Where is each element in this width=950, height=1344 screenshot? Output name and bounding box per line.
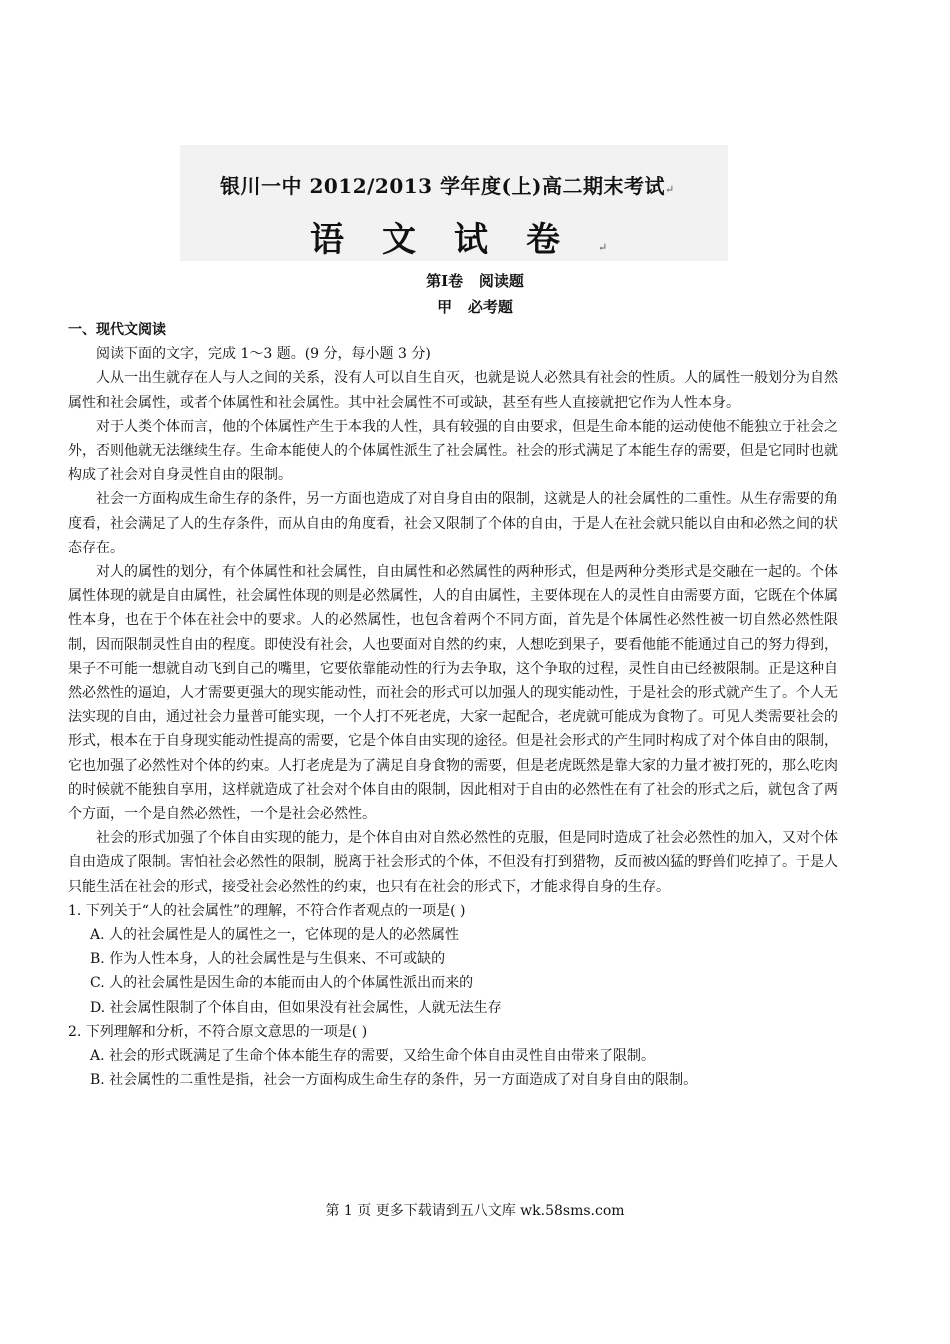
- question-stem: 1. 下列关于“人的社会属性”的理解，不符合作者观点的一项是( ): [68, 902, 466, 919]
- paragraph: 对人的属性的划分，有个体属性和社会属性，自由属性和必然属性的两种形式，但是两种分类形式是交融在一起的。个体属性体现的就是自由属性，社会属性体现的则是必然属性，人的自由属性，主要体现在人的灵性自由需要方面，它既在个体属性本身，也在于个体在社会中的要求。人的必然属性，也包含着两个不同方面，首先是个体属性必然性被一切自然必然性限制，因而限制灵性自由的程度。即使没有社会，人也要面对自然的约束，人想吃到果子，要看他能不能通过自己的努力得到，果子不可能一想就自动飞到自己的嘴里，它要依靠能动性的行为去争取，这个争取的过程，灵性自由已经被限制。正是这种自然必然性的逼迫，人才需要更强大的现实能动性，而社会的形式可以加强人的现实能动性，于是社会的形式就产生了。个人无法实现的自由，通过社会力量普可能实现，一个人打不死老虎，大家一起配合，老虎就可能成为食物了。可见人类需要社会的形式，根本在于自身现实能动性提高的需要，它是个体自由实现的途径。但是社会形式的产生同时构成了对个体自由的限制，它也加强了必然性对个体的约束。人打老虎是为了满足自身食物的需要，但是老虎既然是靠大家的力量才被打死的，那么吃肉的时候就不能独自享用，这样就造成了社会对个体自由的限制，因此相对于自由的必然性在有了社会的形式之后，就包含了两个方面，一个是自然必然性，一个是社会必然性。: [68, 564, 838, 823]
- section-heading: 一、现代文阅读: [68, 322, 166, 338]
- option-item: B. 社会属性的二重性是指，社会一方面构成生命生存的条件，另一方面造成了对自身自由的限制。: [90, 1072, 698, 1089]
- instruction: 阅读下面的文字，完成 1～3 题。(9 分，每小题 3 分): [96, 346, 431, 363]
- option-item: A. 社会的形式既满足了生命个体本能生存的需要，又给生命个体自由灵性自由带来了限制。: [90, 1048, 656, 1065]
- volume-heading: 第I卷 阅读题: [426, 272, 524, 290]
- exam-title: 银川一中 2012/2013 学年度(上)高二期末考试↵: [220, 174, 675, 198]
- paragraph: 社会的形式加强了个体自由实现的能力，是个体自由对自然必然性的克服，但是同时造成了社会必然性的加入，又对个体自由造成了限制。害怕社会必然性的限制，脱离于社会形式的个体，不但没有打到猎物，反而被凶猛的野兽们吃掉了。于是人只能生活在社会的形式，接受社会必然性的约束，也只有在社会的形式下，才能求得自身的生存。: [68, 830, 838, 895]
- paragraph: 对于人类个体而言，他的个体属性产生于本我的人性，具有较强的自由要求，但是生命本能的运动使他不能独立于社会之外，否则他就无法继续生存。生命本能使人的个体属性派生了社会属性。社会的形式满足了本能生存的需要，但是它同时也就构成了社会对自身灵性自由的限制。: [68, 418, 838, 484]
- paragraph: 社会一方面构成生命生存的条件，另一方面也造成了对自身自由的限制，这就是人的社会属性的二重性。从生存需要的角度看，社会满足了人的生存条件，而从自由的角度看，社会又限制了个体的自由，于是人在社会就只能以自由和必然之间的状态存在。: [68, 491, 838, 556]
- return-mark-icon: ↵: [664, 183, 675, 196]
- paper-title: 语文试卷↵: [310, 220, 608, 260]
- option-item: B. 作为人性本身，人的社会属性是与生俱来、不可或缺的: [90, 951, 446, 968]
- option-item: A. 人的社会属性是人的属性之一，它体现的是人的必然属性: [90, 927, 460, 944]
- page-footer: 第 1 页 更多下载请到五八文库 wk.58sms.com: [325, 1203, 625, 1219]
- document-body: [68, 318, 838, 1093]
- option-item: D. 社会属性限制了个体自由，但如果没有社会属性，人就无法生存: [90, 999, 502, 1016]
- question-stem: 2. 下列理解和分析，不符合原文意思的一项是( ): [68, 1023, 368, 1040]
- part-heading: 甲 必考题: [437, 298, 513, 316]
- option-item: C. 人的社会属性是因生命的本能而由人的个体属性派出而来的: [90, 975, 474, 992]
- paragraph: 人从一出生就存在人与人之间的关系，没有人可以自生自灭，也就是说人必然具有社会的性质。人的属性一般划分为自然属性和社会属性，或者个体属性和社会属性。其中社会属性不可或缺，甚至有些人直接就把它作为人性本身。: [68, 370, 838, 411]
- return-mark-icon: ↵: [598, 241, 608, 254]
